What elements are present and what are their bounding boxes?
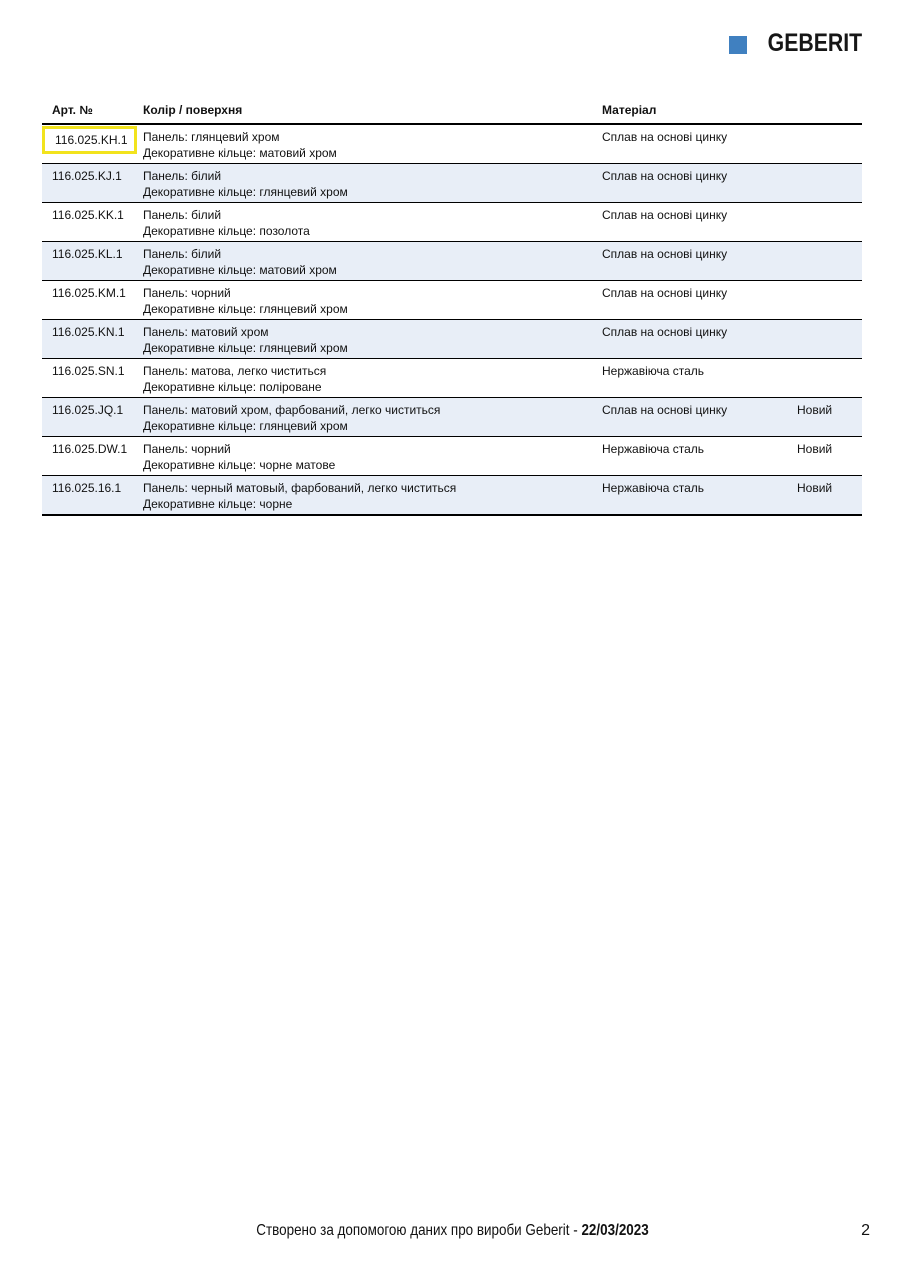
ring-line: Декоративне кільце: матовий хром xyxy=(143,146,337,160)
new-badge xyxy=(797,203,862,241)
new-badge xyxy=(797,125,862,163)
material-cell: Нержавіюча сталь xyxy=(602,481,705,495)
ring-line: Декоративне кільце: глянцевий хром xyxy=(143,419,348,433)
color-surface-cell xyxy=(143,359,602,397)
ring-line: Декоративне кільце: глянцевий хром xyxy=(143,341,348,355)
table-row xyxy=(42,281,862,320)
article-cell: 116.025.KJ.1 xyxy=(52,169,122,183)
material-cell: Сплав на основі цинку xyxy=(602,286,728,300)
article-cell: 116.025.DW.1 xyxy=(52,442,128,456)
article-cell: 116.025.KN.1 xyxy=(52,325,125,339)
table-row xyxy=(42,437,862,476)
panel-line: Панель: білий xyxy=(143,247,222,261)
footer-date: 22/03/2023 xyxy=(581,1222,649,1239)
material-cell: Сплав на основі цинку xyxy=(602,403,728,417)
ring-line: Декоративне кільце: матовий хром xyxy=(143,263,337,277)
color-surface-cell xyxy=(143,437,602,475)
panel-line: Панель: матовий хром xyxy=(143,325,269,339)
article-cell: 116.025.SN.1 xyxy=(52,364,125,378)
ring-line: Декоративне кільце: глянцевий хром xyxy=(143,185,348,199)
color-surface-cell xyxy=(143,398,602,436)
table-header-row xyxy=(42,103,862,125)
color-surface-cell xyxy=(143,164,602,202)
column-header-article: Арт. № xyxy=(52,103,93,117)
panel-line: Панель: чорний xyxy=(143,442,231,456)
panel-line: Панель: матовий хром, фарбований, легко чиститься xyxy=(143,403,441,417)
table-row xyxy=(42,359,862,398)
column-header-spacer xyxy=(797,103,862,118)
table-row xyxy=(42,164,862,203)
new-badge xyxy=(797,359,862,397)
table-row xyxy=(42,476,862,516)
page-number: 2 xyxy=(861,1222,870,1239)
ring-line: Декоративне кільце: глянцевий хром xyxy=(143,302,348,316)
table-row xyxy=(42,398,862,437)
panel-line: Панель: матова, легко чиститься xyxy=(143,364,327,378)
new-badge: Новий xyxy=(797,481,833,495)
new-badge: Новий xyxy=(797,403,833,417)
material-cell: Сплав на основі цинку xyxy=(602,130,728,144)
panel-line: Панель: черный матовый, фарбований, легко чиститься xyxy=(143,481,457,495)
ring-line: Декоративне кільце: чорне xyxy=(143,497,293,511)
footer-generated-text xyxy=(72,1222,832,1240)
article-cell: 116.025.JQ.1 xyxy=(52,403,124,417)
geberit-logo xyxy=(729,29,862,58)
column-header-material: Матеріал xyxy=(602,103,657,117)
article-cell: 116.025.KM.1 xyxy=(52,286,126,300)
material-cell: Сплав на основі цинку xyxy=(602,325,728,339)
table-row xyxy=(42,125,862,164)
new-badge xyxy=(797,164,862,202)
geberit-logo-text: GEBERIT xyxy=(767,29,862,57)
ring-line: Декоративне кільце: чорне матове xyxy=(143,458,336,472)
geberit-logo-square-icon xyxy=(729,36,747,54)
table-row xyxy=(42,242,862,281)
article-cell: 116.025.16.1 xyxy=(52,481,122,495)
footer-text: Створено за допомогою даних про вироби Geberit - xyxy=(256,1222,578,1239)
color-surface-cell xyxy=(143,476,602,514)
ring-line: Декоративне кільце: поліроване xyxy=(143,380,322,394)
panel-line: Панель: глянцевий хром xyxy=(143,130,280,144)
article-cell xyxy=(42,125,143,163)
article-cell: 116.025.KK.1 xyxy=(52,208,124,222)
article-number-highlighted: 116.025.KH.1 xyxy=(42,126,137,154)
color-surface-cell xyxy=(143,125,602,163)
panel-line: Панель: білий xyxy=(143,208,222,222)
article-cell: 116.025.KL.1 xyxy=(52,247,123,261)
panel-line: Панель: білий xyxy=(143,169,222,183)
product-table xyxy=(42,103,862,516)
panel-line: Панель: чорний xyxy=(143,286,231,300)
color-surface-cell xyxy=(143,203,602,241)
material-cell: Сплав на основі цинку xyxy=(602,247,728,261)
column-header-color-surface: Колір / поверхня xyxy=(143,103,243,117)
material-cell: Сплав на основі цинку xyxy=(602,169,728,183)
ring-line: Декоративне кільце: позолота xyxy=(143,224,310,238)
table-row xyxy=(42,203,862,242)
material-cell: Нержавіюча сталь xyxy=(602,364,705,378)
new-badge xyxy=(797,320,862,358)
new-badge: Новий xyxy=(797,442,833,456)
material-cell: Сплав на основі цинку xyxy=(602,208,728,222)
table-row xyxy=(42,320,862,359)
material-cell: Нержавіюча сталь xyxy=(602,442,705,456)
new-badge xyxy=(797,281,862,319)
new-badge xyxy=(797,242,862,280)
color-surface-cell xyxy=(143,242,602,280)
color-surface-cell xyxy=(143,320,602,358)
color-surface-cell xyxy=(143,281,602,319)
